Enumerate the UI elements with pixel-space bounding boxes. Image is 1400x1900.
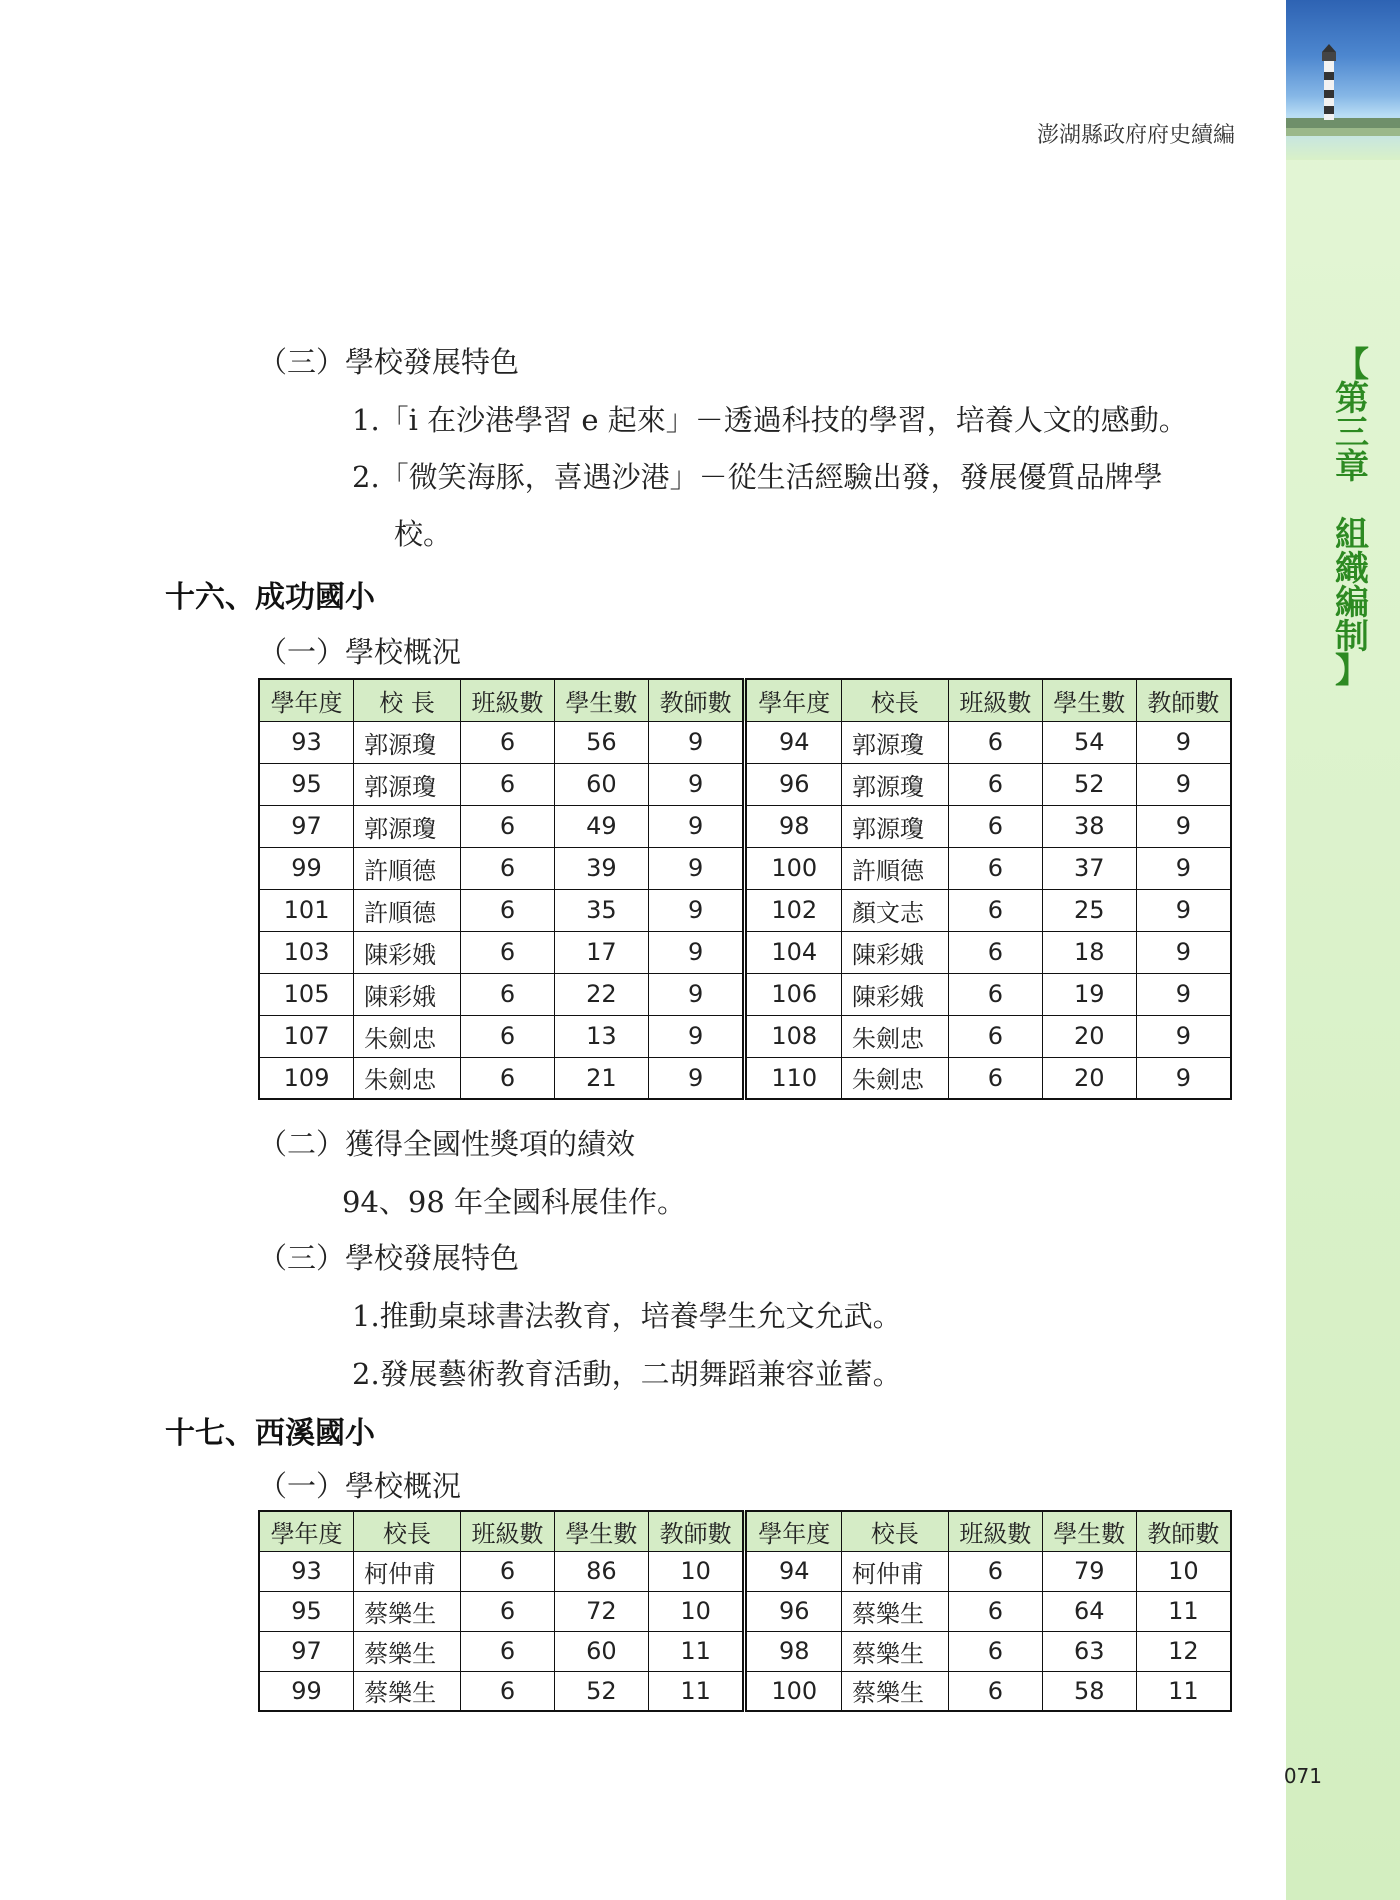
cell: 6 <box>948 1591 1042 1631</box>
page-number: 071 <box>1283 1764 1322 1788</box>
school-title: 十六、成功國小 <box>165 580 375 615</box>
cell: 9 <box>648 805 745 847</box>
running-header: 澎湖縣政府府史續編 <box>1036 123 1235 148</box>
cell: 60 <box>554 763 648 805</box>
cell: 郭源瓊 <box>354 763 461 805</box>
cell: 朱劍忠 <box>354 1015 461 1057</box>
cell: 12 <box>1136 1631 1231 1671</box>
cell: 朱劍忠 <box>354 1057 461 1099</box>
cell: 9 <box>1136 805 1231 847</box>
cell: 20 <box>1042 1015 1136 1057</box>
subsection-heading: （三）學校發展特色 <box>258 1241 520 1275</box>
table-row <box>259 847 1231 889</box>
table-header-row <box>259 679 1231 721</box>
cell: 97 <box>259 805 354 847</box>
cell: 蔡樂生 <box>842 1631 949 1671</box>
school-overview-table <box>258 678 1232 1100</box>
col-header: 教師數 <box>1136 679 1231 721</box>
subsection-heading: （一）學校概況 <box>258 1469 462 1503</box>
cell: 9 <box>1136 763 1231 805</box>
cell: 79 <box>1042 1551 1136 1591</box>
col-header: 教師數 <box>1136 1511 1231 1551</box>
chapter-tab-char <box>1330 484 1374 518</box>
cell: 蔡樂生 <box>842 1671 949 1711</box>
cell: 9 <box>648 847 745 889</box>
cell: 9 <box>1136 889 1231 931</box>
cell: 許順德 <box>354 847 461 889</box>
cell: 20 <box>1042 1057 1136 1099</box>
cell: 顏文志 <box>842 889 949 931</box>
cell: 94 <box>745 1551 842 1591</box>
cell: 6 <box>948 1057 1042 1099</box>
cell: 6 <box>460 1057 554 1099</box>
cell: 100 <box>745 1671 842 1711</box>
cell: 98 <box>745 1631 842 1671</box>
cell: 6 <box>948 1671 1042 1711</box>
cell: 郭源瓊 <box>354 721 461 763</box>
cell: 6 <box>948 931 1042 973</box>
table-row <box>259 721 1231 763</box>
cell: 9 <box>648 763 745 805</box>
cell: 6 <box>948 805 1042 847</box>
cell: 9 <box>1136 931 1231 973</box>
cell: 9 <box>648 973 745 1015</box>
cell: 109 <box>259 1057 354 1099</box>
cell: 21 <box>554 1057 648 1099</box>
cell: 54 <box>1042 721 1136 763</box>
cell: 柯仲甫 <box>842 1551 949 1591</box>
cell: 陳彩娥 <box>354 931 461 973</box>
cell: 蔡樂生 <box>354 1631 461 1671</box>
cell: 58 <box>1042 1671 1136 1711</box>
table-row <box>259 1551 1231 1591</box>
chapter-tab-char: 【 <box>1335 345 1369 385</box>
col-header: 學年度 <box>259 1511 354 1551</box>
table-row <box>259 763 1231 805</box>
list-item: 1.推動桌球書法教育，培養學生允文允武。 <box>352 1299 902 1333</box>
cell: 9 <box>648 1015 745 1057</box>
cell: 陳彩娥 <box>842 931 949 973</box>
cell: 6 <box>460 931 554 973</box>
cell: 17 <box>554 931 648 973</box>
cell: 郭源瓊 <box>842 721 949 763</box>
col-header: 學年度 <box>745 1511 842 1551</box>
cell: 25 <box>1042 889 1136 931</box>
cell: 105 <box>259 973 354 1015</box>
school-title: 十七、西溪國小 <box>165 1416 375 1451</box>
chapter-tab-char: 】 <box>1335 651 1369 691</box>
chapter-tab-char: 組 <box>1335 515 1369 555</box>
col-header: 教師數 <box>648 1511 745 1551</box>
subsection-heading: （一）學校概況 <box>258 635 462 669</box>
cell: 蔡樂生 <box>354 1671 461 1711</box>
chapter-tab-char: 第 <box>1335 379 1369 419</box>
cell: 108 <box>745 1015 842 1057</box>
cell: 6 <box>460 1591 554 1631</box>
table-row <box>259 931 1231 973</box>
chapter-tab <box>1330 345 1374 691</box>
cell: 13 <box>554 1015 648 1057</box>
cell: 9 <box>648 721 745 763</box>
cell: 11 <box>648 1631 745 1671</box>
cell: 64 <box>1042 1591 1136 1631</box>
table-row <box>259 1015 1231 1057</box>
section-heading: （三）學校發展特色 <box>258 345 520 379</box>
chapter-tab-char: 編 <box>1335 583 1369 623</box>
list-item: 2.發展藝術教育活動，二胡舞蹈兼容並蓄。 <box>352 1357 902 1391</box>
cell: 52 <box>1042 763 1136 805</box>
col-header: 校 長 <box>354 679 461 721</box>
cell: 101 <box>259 889 354 931</box>
col-header: 學生數 <box>554 1511 648 1551</box>
cell: 6 <box>948 847 1042 889</box>
table-header-row <box>259 1511 1231 1551</box>
cell: 10 <box>648 1591 745 1631</box>
side-band <box>1283 0 1400 1900</box>
table-row <box>259 1671 1231 1711</box>
chapter-tab-char: 章 <box>1335 447 1369 487</box>
cell: 104 <box>745 931 842 973</box>
cell: 朱劍忠 <box>842 1015 949 1057</box>
cell: 9 <box>1136 847 1231 889</box>
cell: 11 <box>1136 1671 1231 1711</box>
cell: 蔡樂生 <box>842 1591 949 1631</box>
table-row <box>259 1591 1231 1631</box>
cell: 107 <box>259 1015 354 1057</box>
col-header: 班級數 <box>948 679 1042 721</box>
cell: 86 <box>554 1551 648 1591</box>
cell: 10 <box>648 1551 745 1591</box>
cell: 9 <box>648 931 745 973</box>
col-header: 學年度 <box>745 679 842 721</box>
cell: 98 <box>745 805 842 847</box>
cell: 6 <box>948 763 1042 805</box>
chapter-tab-char: 織 <box>1335 549 1369 589</box>
col-header: 學年度 <box>259 679 354 721</box>
cell: 56 <box>554 721 648 763</box>
cell: 6 <box>948 721 1042 763</box>
cell: 11 <box>648 1671 745 1711</box>
cell: 許順德 <box>842 847 949 889</box>
table-row <box>259 889 1231 931</box>
cell: 93 <box>259 721 354 763</box>
chapter-tab-char: 制 <box>1335 617 1369 657</box>
cell: 110 <box>745 1057 842 1099</box>
col-header: 教師數 <box>648 679 745 721</box>
col-header: 校長 <box>842 1511 949 1551</box>
cell: 11 <box>1136 1591 1231 1631</box>
cell: 52 <box>554 1671 648 1711</box>
cell: 6 <box>460 1015 554 1057</box>
cell: 9 <box>1136 1015 1231 1057</box>
cell: 95 <box>259 1591 354 1631</box>
cell: 6 <box>948 889 1042 931</box>
col-header: 班級數 <box>460 679 554 721</box>
cell: 6 <box>460 973 554 1015</box>
cell: 9 <box>1136 973 1231 1015</box>
cell: 96 <box>745 763 842 805</box>
lighthouse-image <box>1286 0 1400 160</box>
cell: 102 <box>745 889 842 931</box>
cell: 49 <box>554 805 648 847</box>
cell: 95 <box>259 763 354 805</box>
cell: 許順德 <box>354 889 461 931</box>
col-header: 學生數 <box>554 679 648 721</box>
col-header: 班級數 <box>460 1511 554 1551</box>
list-item-continuation: 校。 <box>394 517 453 551</box>
lighthouse-icon <box>1286 0 1400 160</box>
cell: 陳彩娥 <box>842 973 949 1015</box>
cell: 柯仲甫 <box>354 1551 461 1591</box>
cell: 6 <box>460 1631 554 1671</box>
cell: 96 <box>745 1591 842 1631</box>
col-header: 學生數 <box>1042 679 1136 721</box>
chapter-tab-char: 三 <box>1335 413 1369 453</box>
cell: 94 <box>745 721 842 763</box>
cell: 22 <box>554 973 648 1015</box>
cell: 9 <box>648 1057 745 1099</box>
school-overview-table <box>258 1510 1232 1712</box>
cell: 6 <box>460 1671 554 1711</box>
cell: 6 <box>948 1015 1042 1057</box>
cell: 6 <box>460 847 554 889</box>
cell: 9 <box>1136 721 1231 763</box>
list-item: 2.「微笑海豚，喜遇沙港」－從生活經驗出發，發展優質品牌學 <box>352 460 1163 494</box>
cell: 63 <box>1042 1631 1136 1671</box>
cell: 郭源瓊 <box>354 805 461 847</box>
cell: 97 <box>259 1631 354 1671</box>
cell: 72 <box>554 1591 648 1631</box>
cell: 郭源瓊 <box>842 763 949 805</box>
col-header: 班級數 <box>948 1511 1042 1551</box>
cell: 35 <box>554 889 648 931</box>
cell: 103 <box>259 931 354 973</box>
table-row <box>259 1057 1231 1099</box>
cell: 60 <box>554 1631 648 1671</box>
cell: 6 <box>948 1631 1042 1671</box>
cell: 93 <box>259 1551 354 1591</box>
cell: 郭源瓊 <box>842 805 949 847</box>
cell: 38 <box>1042 805 1136 847</box>
subsection-heading: （二）獲得全國性獎項的績效 <box>258 1127 636 1161</box>
cell: 陳彩娥 <box>354 973 461 1015</box>
table-row <box>259 1631 1231 1671</box>
col-header: 校長 <box>354 1511 461 1551</box>
cell: 9 <box>648 889 745 931</box>
cell: 100 <box>745 847 842 889</box>
cell: 6 <box>460 763 554 805</box>
cell: 蔡樂生 <box>354 1591 461 1631</box>
col-header: 學生數 <box>1042 1511 1136 1551</box>
cell: 10 <box>1136 1551 1231 1591</box>
cell: 39 <box>554 847 648 889</box>
awards-text: 94、98 年全國科展佳作。 <box>342 1185 687 1219</box>
cell: 19 <box>1042 973 1136 1015</box>
cell: 106 <box>745 973 842 1015</box>
cell: 18 <box>1042 931 1136 973</box>
cell: 朱劍忠 <box>842 1057 949 1099</box>
cell: 37 <box>1042 847 1136 889</box>
table-row <box>259 805 1231 847</box>
cell: 9 <box>1136 1057 1231 1099</box>
cell: 6 <box>460 889 554 931</box>
cell: 99 <box>259 847 354 889</box>
table-row <box>259 973 1231 1015</box>
list-item: 1.「i 在沙港學習 e 起來」－透過科技的學習，培養人文的感動。 <box>352 403 1188 437</box>
cell: 99 <box>259 1671 354 1711</box>
cell: 6 <box>948 1551 1042 1591</box>
col-header: 校長 <box>842 679 949 721</box>
cell: 6 <box>460 1551 554 1591</box>
cell: 6 <box>460 805 554 847</box>
cell: 6 <box>460 721 554 763</box>
cell: 6 <box>948 973 1042 1015</box>
